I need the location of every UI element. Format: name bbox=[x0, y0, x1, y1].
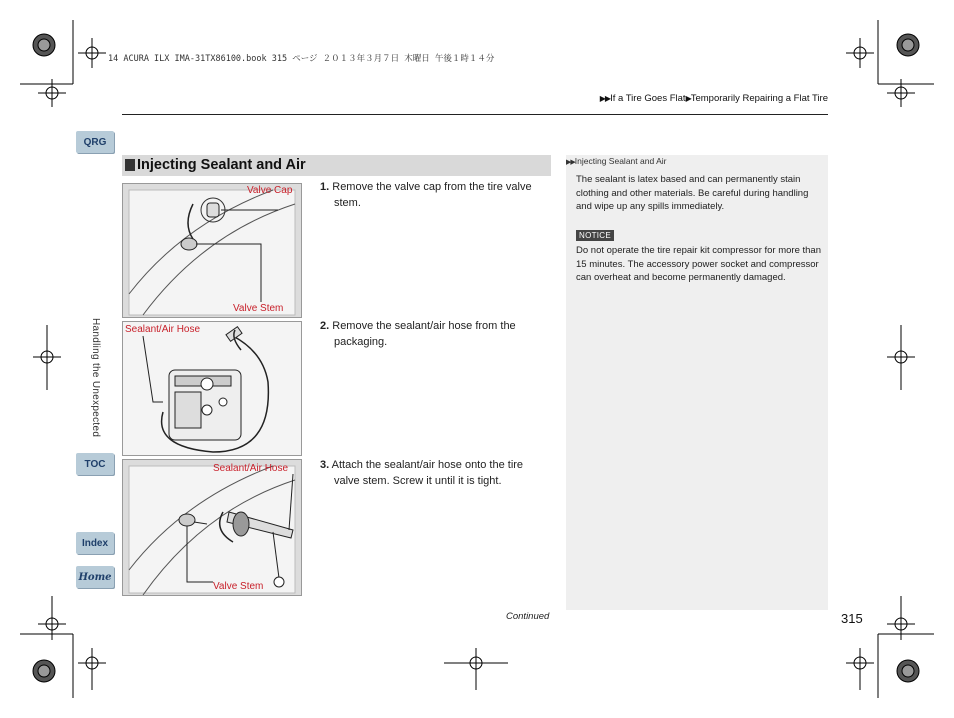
sidebar-heading bbox=[566, 156, 666, 166]
step-text: Attach the sealant/air hose onto the tire valve stem. Screw it until it is tight. bbox=[331, 459, 524, 487]
chapter-title: Handling the Unexpected bbox=[90, 318, 101, 438]
label-valve-stem: Valve Stem bbox=[233, 303, 284, 314]
step-text: Remove the valve cap from the tire valve stem. bbox=[332, 181, 532, 209]
section-title: Injecting Sealant and Air bbox=[137, 157, 306, 173]
home-label: Home bbox=[78, 571, 112, 583]
step-number: 3. bbox=[320, 459, 330, 471]
step-1 bbox=[320, 179, 550, 211]
breadcrumb-separator: ▶ bbox=[685, 94, 691, 103]
sealant-hose-illustration bbox=[123, 322, 301, 455]
breadcrumb bbox=[600, 93, 828, 104]
index-button[interactable]: Index bbox=[76, 532, 114, 554]
home-button[interactable] bbox=[76, 566, 114, 588]
print-header: 14 ACURA ILX IMA-31TX86100.book 315 ページ ２０１３年３月７日 木曜日 午後１時１４分 bbox=[108, 54, 495, 64]
label-valve-stem-2: Valve Stem bbox=[213, 581, 264, 592]
label-sealant-air-hose: Sealant/Air Hose bbox=[125, 324, 201, 335]
label-sealant-air-hose-2: Sealant/Air Hose bbox=[213, 463, 289, 474]
step-text: Remove the sealant/air hose from the packaging. bbox=[332, 320, 516, 348]
attach-hose-illustration bbox=[123, 460, 301, 595]
figure-sealant-hose bbox=[122, 321, 302, 456]
sidebar-panel bbox=[566, 155, 828, 610]
step-2 bbox=[320, 318, 520, 350]
reference-icon: ▶▶ bbox=[566, 159, 575, 166]
sidebar-para-latex: The sealant is latex based and can permanently stain clothing and other materials. Be careful during handling and wipe up any spills immediately. bbox=[576, 174, 809, 212]
step-3 bbox=[320, 457, 550, 489]
step-number: 2. bbox=[320, 320, 330, 332]
breadcrumb-arrows: ▶▶ bbox=[599, 94, 611, 103]
toc-button[interactable]: TOC bbox=[76, 453, 114, 475]
breadcrumb-link-flat-tire[interactable]: If a Tire Goes Flat bbox=[610, 93, 686, 104]
notice-badge: NOTICE bbox=[576, 230, 614, 241]
step-number: 1. bbox=[320, 181, 330, 193]
qrg-button[interactable]: QRG bbox=[76, 131, 114, 153]
figure-attach-hose bbox=[122, 459, 302, 596]
section-heading bbox=[122, 155, 551, 176]
sidebar-heading-text: Injecting Sealant and Air bbox=[574, 156, 667, 166]
page-number: 315 bbox=[841, 611, 863, 626]
heading-square-icon bbox=[125, 159, 135, 171]
continued-label: Continued bbox=[506, 611, 550, 622]
header-rule bbox=[122, 114, 828, 115]
valve-cap-illustration bbox=[123, 184, 301, 317]
label-valve-cap: Valve Cap bbox=[247, 185, 293, 196]
breadcrumb-current: Temporarily Repairing a Flat Tire bbox=[690, 93, 828, 104]
figure-valve-cap bbox=[122, 183, 302, 318]
sidebar-para-compressor: Do not operate the tire repair kit compressor for more than 15 minutes. The accessory power socket and compressor can overheat and become permanently damaged. bbox=[576, 245, 822, 283]
